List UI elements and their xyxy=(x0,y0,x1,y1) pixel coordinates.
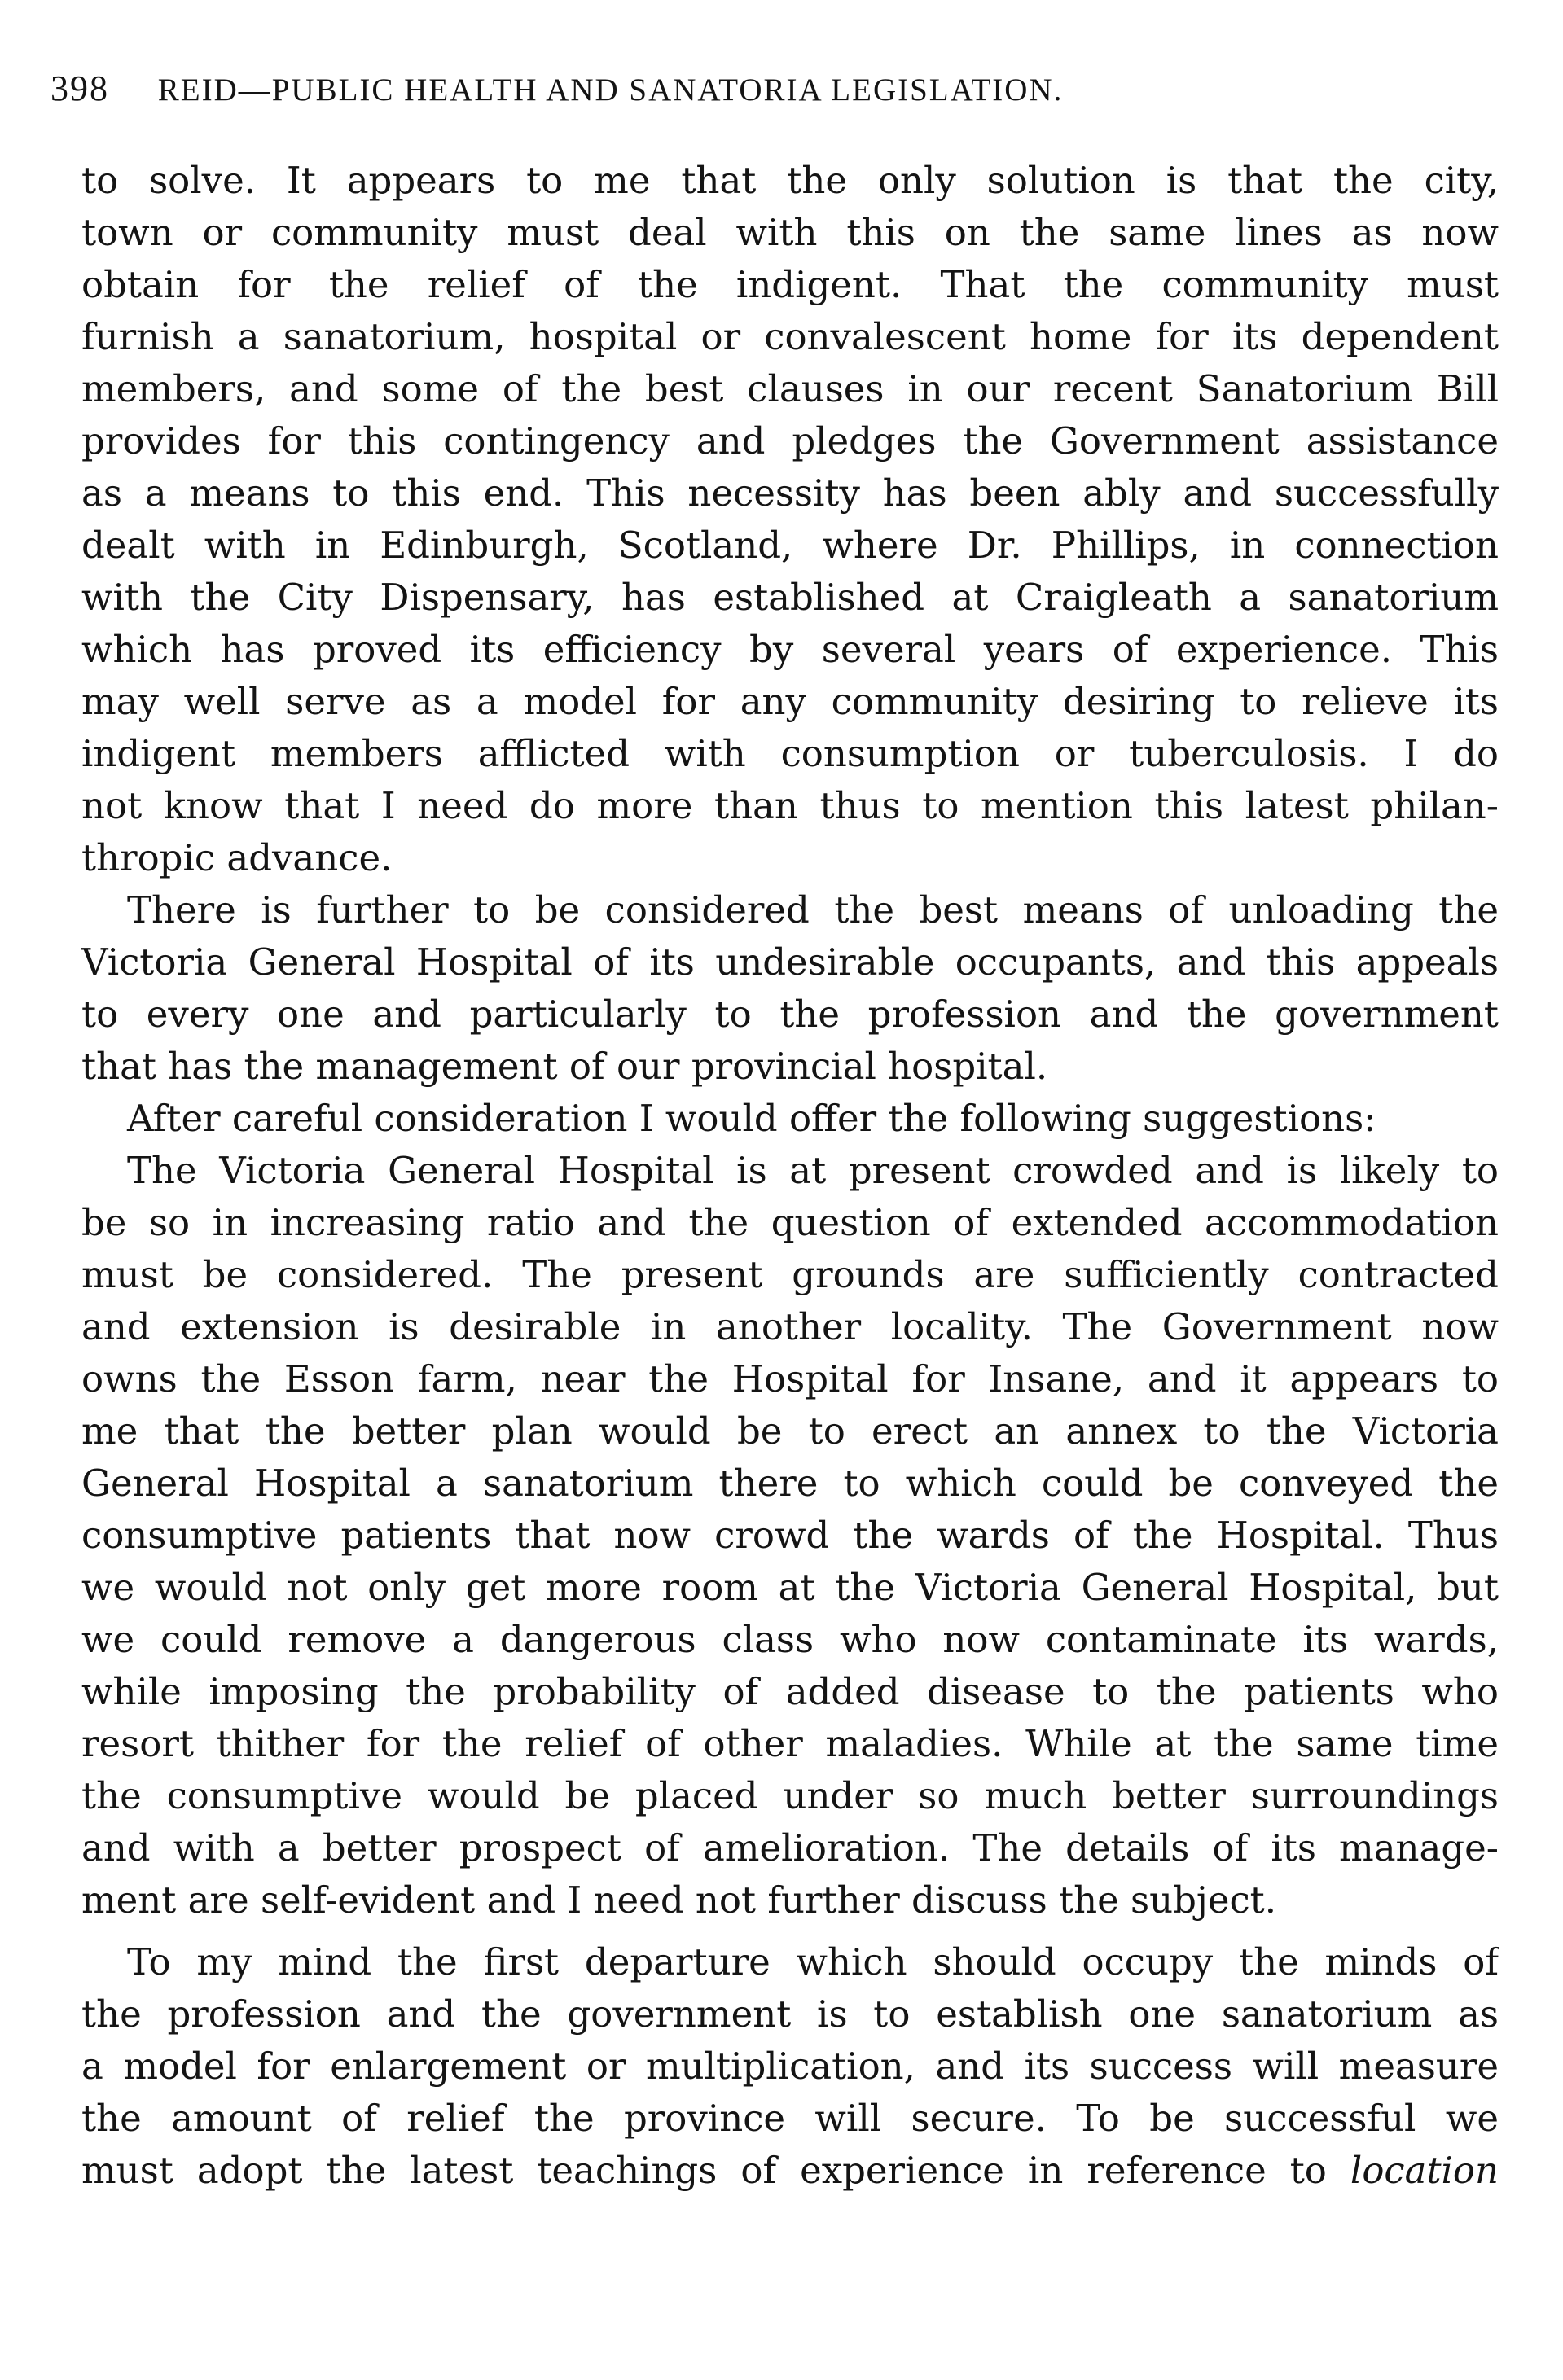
text-line: the amount of relief the province will secure. To be successful we xyxy=(81,2097,1499,2140)
text-line: General Hospital a sanatorium there to which could be conveyed the xyxy=(81,1462,1499,1505)
final-line-text: must adopt the latest teachings of experience in reference to xyxy=(81,2149,1350,2192)
text-line: resort thither for the relief of other maladies. While at the same time xyxy=(81,1722,1499,1765)
body-text xyxy=(81,155,1499,2197)
paragraph-start-line: There is further to be considered the best means of unloading the xyxy=(127,888,1499,931)
page-number: 398 xyxy=(50,68,109,108)
text-line: indigent members afflicted with consumption or tuberculosis. I do xyxy=(81,732,1499,775)
paragraph-start-line: After careful consideration I would offer the following suggestions: xyxy=(127,1097,1376,1140)
text-line: members, and some of the best clauses in our recent Sanatorium Bill xyxy=(81,367,1499,410)
text-line: as a means to this end. This necessity has been ably and successfully xyxy=(81,471,1499,515)
text-line: provides for this contingency and pledges the Government assistance xyxy=(81,419,1499,462)
running-header xyxy=(50,60,1549,117)
text-line: with the City Dispensary, has established at Craigleath a sanatorium xyxy=(81,576,1499,619)
paragraph-end-line: that has the management of our provincial hospital. xyxy=(81,1045,1048,1088)
running-title: REID—PUBLIC HEALTH AND SANATORIA LEGISLATION. xyxy=(157,72,1064,107)
text-line: may well serve as a model for any community desiring to relieve its xyxy=(81,680,1499,723)
paragraph-start-line: The Victoria General Hospital is at present crowded and is likely to xyxy=(127,1149,1499,1192)
text-line: me that the better plan would be to erect an annex to the Victoria xyxy=(81,1409,1499,1453)
text-line: and extension is desirable in another locality. The Government now xyxy=(81,1305,1499,1348)
text-line: the profession and the government is to establish one sanatorium as xyxy=(81,1992,1499,2036)
text-line: not know that I need do more than thus to mention this latest philan- xyxy=(81,784,1499,827)
text-line: and with a better prospect of amelioration. The details of its manage- xyxy=(81,1826,1499,1869)
text-line: furnish a sanatorium, hospital or convalescent home for its dependent xyxy=(81,315,1499,358)
text-line: town or community must deal with this on the same lines as now xyxy=(81,211,1499,254)
text-line: obtain for the relief of the indigent. That the community must xyxy=(81,263,1499,306)
text-line: consumptive patients that now crowd the wards of the Hospital. Thus xyxy=(81,1514,1499,1557)
text-line: while imposing the probability of added disease to the patients who xyxy=(81,1670,1499,1713)
paragraph-end-line: ment are self-evident and I need not further discuss the subject. xyxy=(81,1878,1277,1922)
text-line: which has proved its efficiency by several years of experience. This xyxy=(81,628,1499,671)
text-line: we could remove a dangerous class who now contaminate its wards, xyxy=(81,1618,1499,1661)
text-line: Victoria General Hospital of its undesirable occupants, and this appeals xyxy=(81,940,1499,984)
italic-word: location xyxy=(1350,2149,1499,2192)
paragraph-start-line: To my mind the first departure which should occupy the minds of xyxy=(127,1940,1499,1983)
text-line: owns the Esson farm, near the Hospital for Insane, and it appears to xyxy=(81,1357,1499,1400)
text-line: we would not only get more room at the Victoria General Hospital, but xyxy=(81,1566,1499,1609)
text-line: dealt with in Edinburgh, Scotland, where Dr. Phillips, in connection xyxy=(81,524,1499,567)
text-line: to solve. It appears to me that the only solution is that the city, xyxy=(81,159,1499,202)
text-line: be so in increasing ratio and the question of extended accommodation xyxy=(81,1201,1499,1244)
text-line-final xyxy=(81,2145,1499,2197)
text-line: the consumptive would be placed under so much better surroundings xyxy=(81,1774,1499,1817)
text-line: a model for enlargement or multiplication, and its success will measure xyxy=(81,2045,1499,2088)
text-line: to every one and particularly to the profession and the government xyxy=(81,993,1499,1036)
text-line: must be considered. The present grounds are sufficiently contracted xyxy=(81,1253,1499,1296)
paragraph-end-line: thropic advance. xyxy=(81,836,393,879)
